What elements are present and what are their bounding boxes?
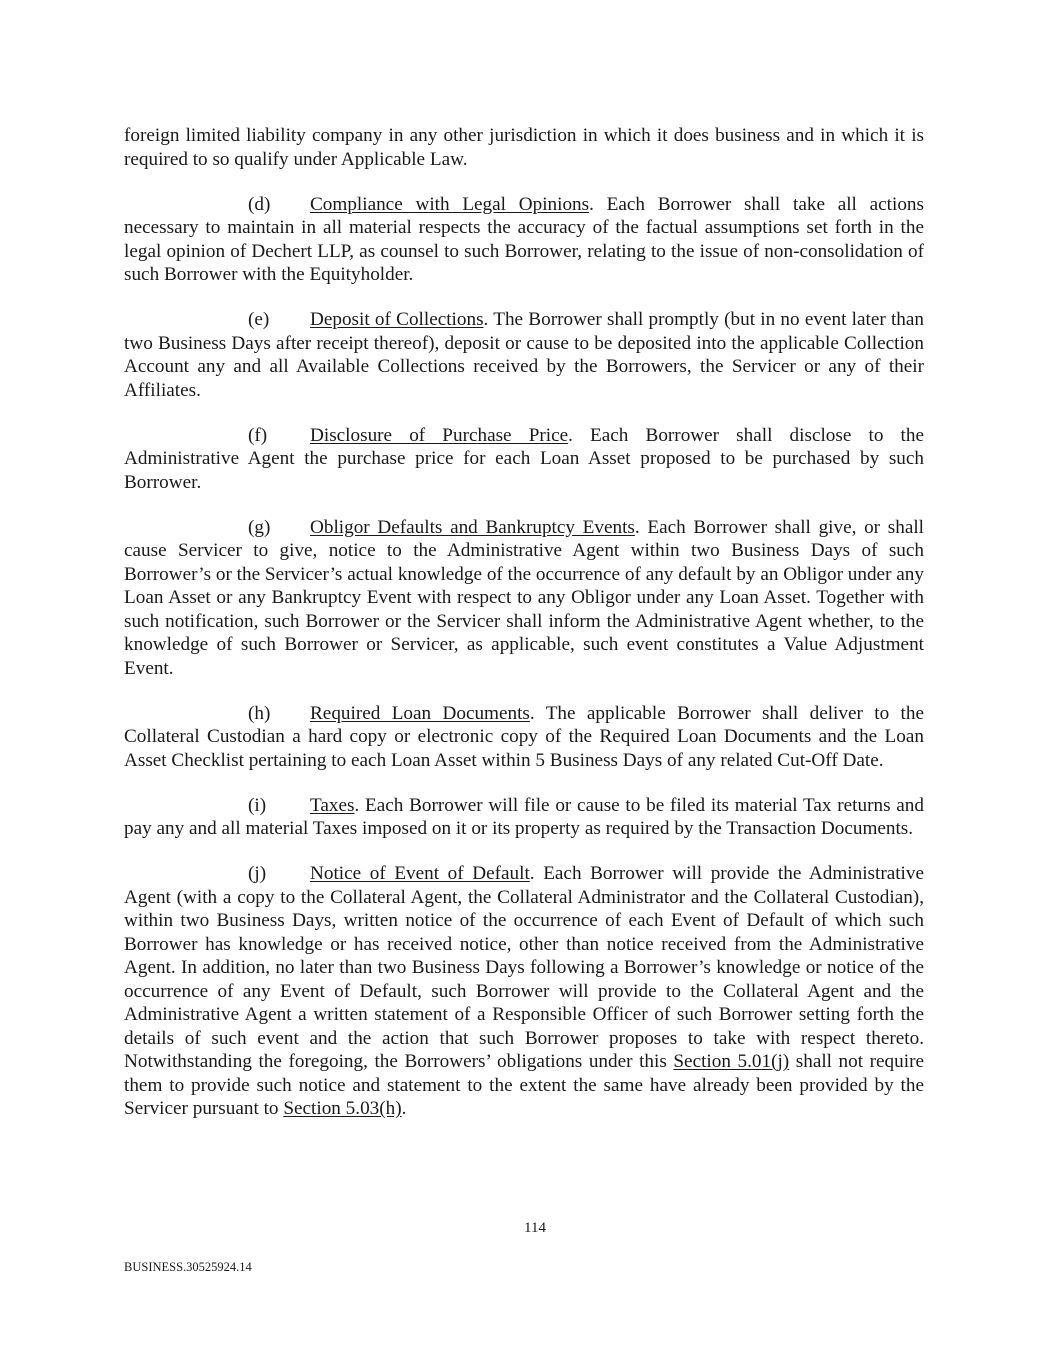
section-body: . The applicable Borrower shall deliver to the Collateral Custodian a hard copy or electronic copy of the Required Loan Documents and the Loan Asset Checklist pertaining to each Loan Asset within 5 Business Days of any related Cut-Off Date. — [124, 702, 924, 771]
section-j-paragraph — [124, 862, 924, 1121]
section-body: . Each Borrower shall disclose to the Administrative Agent the purchase price for each Loan Asset proposed to be purchased by such Borrower. — [124, 424, 924, 493]
section-heading: Taxes — [310, 794, 355, 816]
section-label: (h) — [248, 702, 271, 724]
page-number: 114 — [524, 1220, 546, 1236]
section-label: (j) — [248, 863, 267, 884]
section-body: . — [401, 1098, 407, 1119]
section-heading: Compliance with Legal Opinions — [310, 193, 590, 215]
section-h-paragraph — [124, 702, 924, 773]
continuation-paragraph: foreign limited liability company in any other jurisdiction in which it does business and in which it is required to so qualify under Applicable Law. — [124, 125, 924, 170]
section-f-paragraph — [124, 424, 924, 495]
section-heading: Deposit of Collections — [310, 309, 484, 330]
section-e-paragraph — [124, 308, 924, 402]
section-label: (e) — [248, 309, 270, 330]
document-body — [124, 124, 924, 1142]
section-d-paragraph — [124, 193, 924, 287]
section-body: shall not require them to provide such notice and statement to the extent the same have already been provided by the Servicer pursuant to — [124, 1051, 924, 1119]
cross-reference-link[interactable]: Section 5.01(j) — [673, 1051, 790, 1072]
document-id: BUSINESS.30525924.14 — [124, 1260, 252, 1274]
section-body: . The Borrower shall promptly (but in no event later than two Business Days after receipt thereof), deposit or cause to be deposited into the applicable Collection Account any and all Available Collections received by the Borrowers, the Servicer or any of their Affiliates. — [124, 309, 924, 401]
section-heading: Disclosure of Purchase Price — [310, 424, 569, 446]
section-heading: Required Loan Documents — [310, 702, 530, 724]
section-heading: Notice of Event of Default — [310, 863, 530, 884]
section-heading: Obligor Defaults and Bankruptcy Events — [310, 516, 635, 538]
section-label: (d) — [248, 193, 271, 215]
section-body: . Each Borrower shall give, or shall cause Servicer to give, notice to the Administrative Agent within two Business Days of such Borrower’s or the Servicer’s actual knowledge of the occurrence of any default by an Obligor under any Loan Asset or any Bankruptcy Event with respect to any Obligor under any Loan Asset. Together with such notification, such Borrower or the Servicer shall inform the Administrative Agent whether, to the knowledge of such Borrower or Servicer, as applicable, such event constitutes a Value Adjustment Event. — [124, 516, 925, 679]
section-body: . Each Borrower shall take all actions necessary to maintain in all material respects the accuracy of the factual assumptions set forth in the legal opinion of Dechert LLP, as counsel to such Borrower, relating to the issue of non-consolidation of such Borrower with the Equityholder. — [124, 193, 924, 285]
section-label: (i) — [248, 794, 267, 816]
section-body: . Each Borrower will provide the Administrative Agent (with a copy to the Collateral Agent, the Collateral Administrator and the Collateral Custodian), within two Business Days, written notice of the occurrence of each Event of Default of which such Borrower has knowledge or has received notice, other than notice received from the Administrative Agent. In addition, no later than two Business Days following a Borrower’s knowledge or notice of the occurrence of any Event of Default, such Borrower will provide to the Collateral Agent and the Administrative Agent a written statement of a Responsible Officer of such Borrower setting forth the details of such event and the action that such Borrower proposes to take with respect thereto. Notwithstanding the foregoing, the Borrowers’ obligations under this — [124, 863, 924, 1072]
cross-reference-link[interactable]: Section 5.03(h) — [283, 1098, 402, 1119]
section-i-paragraph — [124, 794, 924, 841]
section-label: (g) — [248, 516, 271, 538]
section-g-paragraph — [124, 516, 924, 681]
section-body: . Each Borrower will file or cause to be filed its material Tax returns and pay any and all material Taxes imposed on it or its property as required by the Transaction Documents. — [124, 794, 924, 839]
section-label: (f) — [248, 424, 268, 446]
